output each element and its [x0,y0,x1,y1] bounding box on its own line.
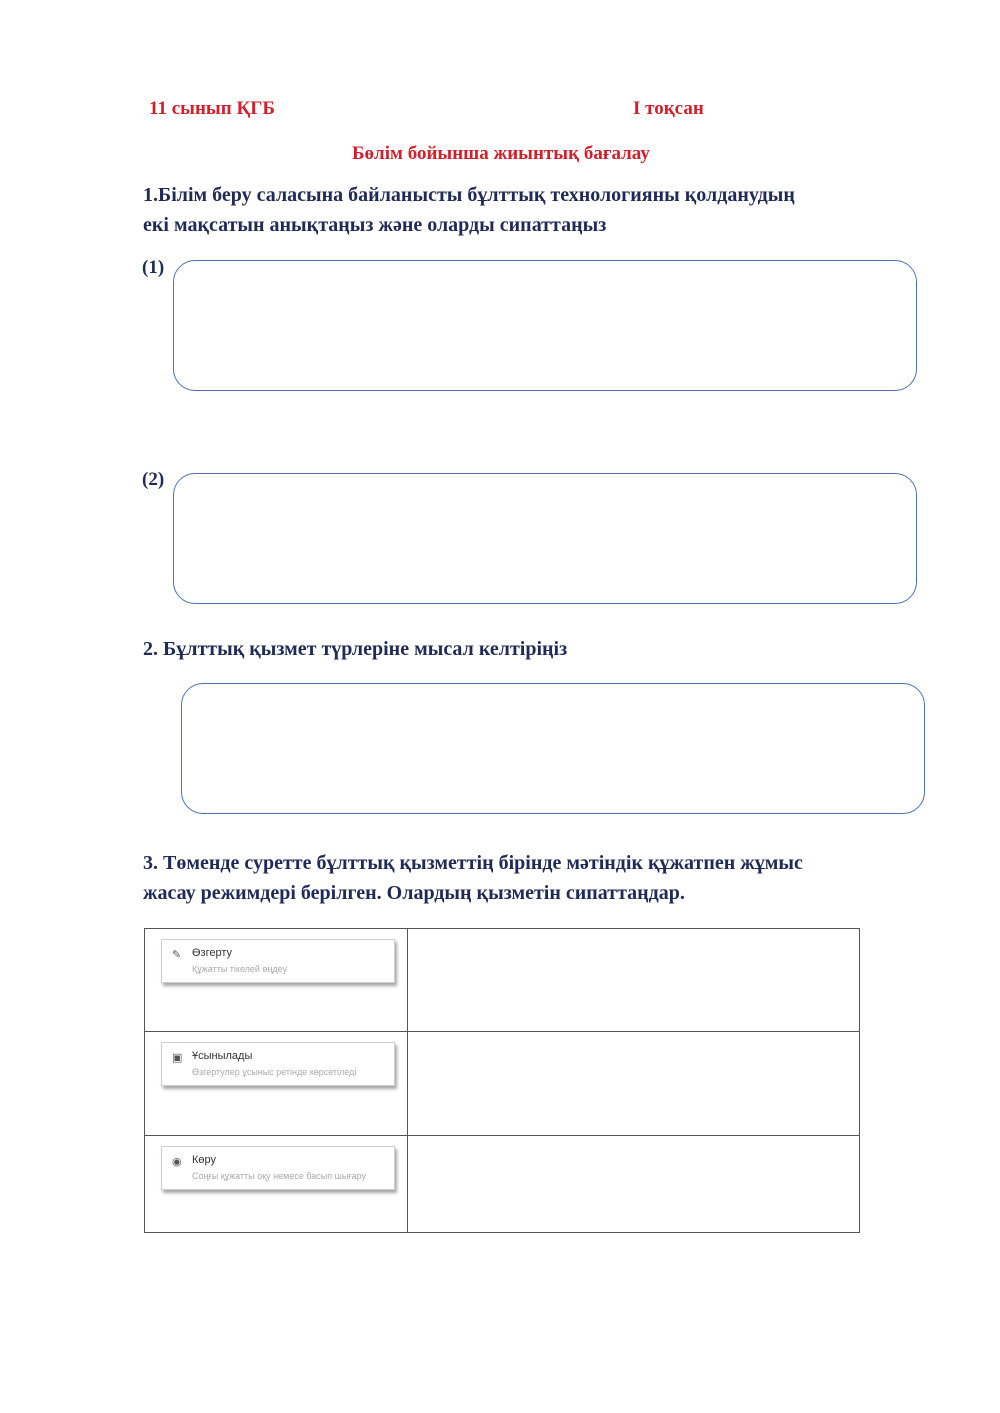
modes-table [144,928,860,1233]
question-3-line-1: 3. Төменде суретте бұлттық қызметтің бірінде мәтіндік құжатпен жұмыс [143,852,803,874]
page-title: Бөлім бойынша жиынтық бағалау [352,143,650,164]
table-row [145,929,860,1032]
mode-answer-cell-2[interactable] [408,1032,860,1136]
suggest-icon: ▣ [172,1052,183,1064]
mode-title: Өзгерту [192,947,233,959]
answer-box-2[interactable] [173,473,917,604]
mode-card-suggest [161,1042,395,1086]
mode-title: Көру [192,1154,217,1166]
mode-answer-cell-3[interactable] [408,1136,860,1233]
answer-label-1: (1) [142,257,165,278]
mode-cell [145,929,408,1032]
mode-subtitle: Соңғы құжатты оқу немесе басып шығару [192,1171,367,1181]
table-row [145,1136,860,1233]
table-row [145,1032,860,1136]
question-1-line-1: 1.Білім беру саласына байланысты бұлттық технологияны қолданудың [143,184,795,206]
mode-card-edit [161,939,395,983]
answer-label-2: (2) [142,469,165,490]
question-1 [143,180,943,240]
question-1-line-2: екі мақсатын анықтаңыз және оларды сипаттаңыз [143,214,607,236]
question-2: 2. Бұлттық қызмет түрлеріне мысал келтіріңіз [143,638,568,660]
eye-icon: ◉ [172,1156,182,1168]
mode-answer-cell-1[interactable] [408,929,860,1032]
mode-subtitle: Құжатты тікелей өңдеу [192,964,288,974]
mode-title: Ұсынылады [192,1050,253,1062]
grade-label: 11 сынып ҚГБ [149,98,275,119]
mode-cell [145,1136,408,1233]
answer-box-3[interactable] [181,683,925,814]
pencil-icon: ✎ [172,949,182,961]
question-3 [143,848,963,908]
mode-cell [145,1032,408,1136]
question-3-line-2: жасау режимдері берілген. Олардың қызметін сипаттаңдар. [143,882,685,904]
quarter-label: І тоқсан [633,98,704,119]
mode-subtitle: Өзгертулер ұсыныс ретінде көрсетіледі [192,1067,357,1077]
answer-box-1[interactable] [173,260,917,391]
mode-card-view [161,1146,395,1190]
